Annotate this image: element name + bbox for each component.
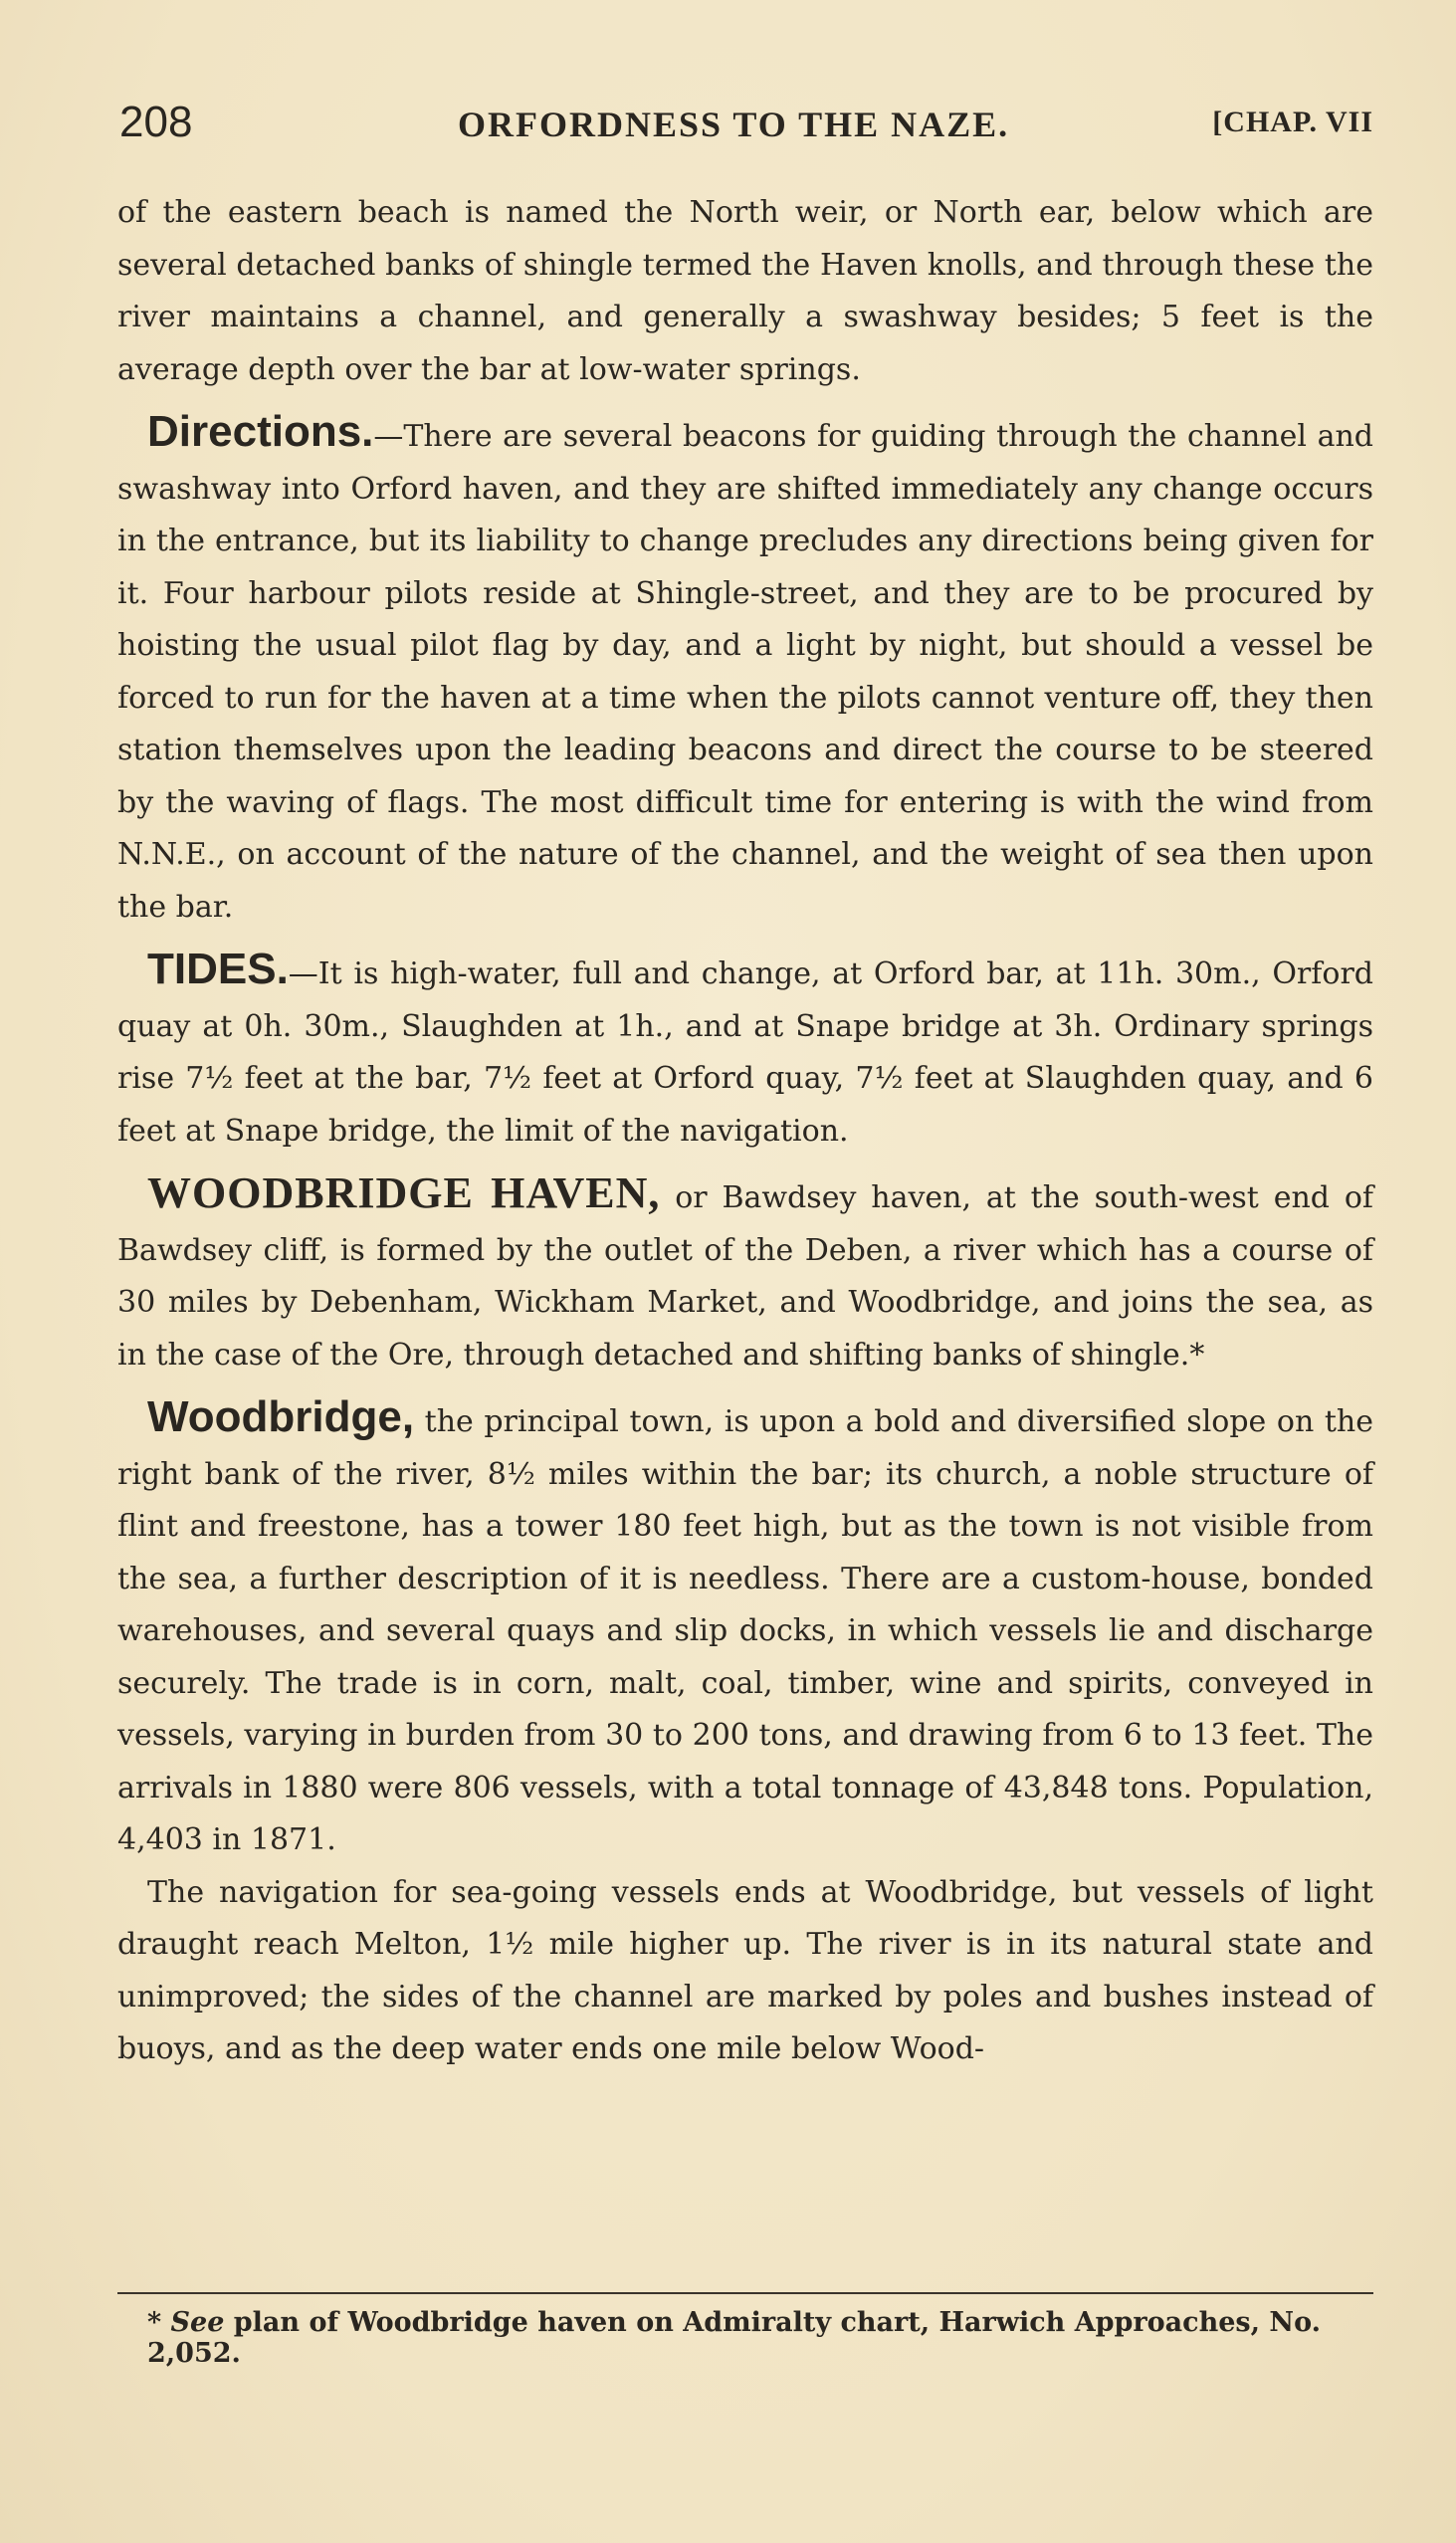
paragraph-woodbridge (117, 1391, 1373, 1867)
paragraph-tides (117, 944, 1373, 1158)
section-heading-woodbridge: Woodbridge, (147, 1392, 415, 1441)
body-text (117, 187, 1373, 2076)
paragraph-text: of the eastern beach is named the North weir, or North ear, below which are several detached banks of shingle termed the Haven knolls, and through these the river maintains a channel, and generally a swashway besides; 5 feet is the average depth over the bar at low-water springs. (117, 195, 1373, 387)
paragraph-woodbridge-haven (117, 1167, 1373, 1381)
footnote-divider (117, 2292, 1373, 2294)
page-header (119, 98, 1373, 157)
section-heading-directions: Directions. (147, 407, 374, 456)
footnote (147, 2307, 1371, 2369)
paragraph-text: —There are several beacons for guiding through the channel and swashway into Orford haven, and they are shifted immediately any change occurs in the entrance, but its liability to change precludes any directions being given for it. Four harbour pilots reside at Shingle-street, and they are to be procured by hoisting the usual pilot flag by day, and a light by night, but should a vessel be forced to run for the haven at a time when the pilots cannot venture off, they then station themselves upon the leading beacons and direct the course to be steered by the waving of flags. The most difficult time for entering is with the wind from N.N.E., on account of the nature of the channel, and the weight of sea then upon the bar. (117, 419, 1373, 925)
running-title: ORFORDNESS TO THE NAZE. (458, 105, 1010, 144)
footnote-marker: * (147, 2307, 162, 2338)
section-heading-tides: TIDES. (147, 945, 289, 993)
paragraph-navigation (117, 1867, 1373, 2076)
paragraph-text: —It is high-water, full and change, at Orford bar, at 11h. 30m., Orford quay at 0h. 30m., Slaughden at 1h., and at Snape bridge at 3h. Ordinary springs rise 7½ feet at the bar, 7½ feet at Orford quay, 7½ feet at Slaughden quay, and 6 feet at Snape bridge, the limit of the navigation. (117, 956, 1373, 1149)
section-heading-woodbridge-haven: WOODBRIDGE HAVEN, (147, 1168, 661, 1217)
paragraph-text: or Bawdsey haven, at the south-west end of Bawdsey cliff, is formed by the outlet of the Deben, a river which has a course of 30 miles by Debenham, Wickham Market, and Woodbridge, and joins the sea, as in the case of the Ore, through detached and shifting banks of shingle.* (117, 1180, 1374, 1373)
footnote-see: See (170, 2307, 225, 2338)
page-number: 208 (119, 98, 193, 146)
paragraph-text: the principal town, is upon a bold and diversified slope on the right bank of the river, 8½ miles within the bar; its church, a noble structure of flint and freestone, has a tower 180 feet high, but as the town is not visible from the sea, a further description of it is needless. There are a custom-house, bonded warehouses, and several quays and slip docks, in which vessels lie and discharge securely. The trade is in corn, malt, coal, timber, wine and spirits, conveyed in vessels, varying in burden from 30 to 200 tons, and drawing from 6 to 13 feet. The arrivals in 1880 were 806 vessels, with a total tonnage of 43,848 tons. Population, 4,403 in 1871. (117, 1404, 1373, 1857)
footnote-text: plan of Woodbridge haven on Admiralty chart, Harwich Approaches, No. 2,052. (147, 2307, 1321, 2369)
chapter-reference: [CHAP. VII (1212, 106, 1373, 138)
paragraph-text: The navigation for sea-going vessels ends at Woodbridge, but vessels of light draught reach Melton, 1½ mile higher up. The river is in its natural state and unimproved; the sides of the channel are marked by poles and bushes instead of buoys, and as the deep water ends one mile below Wood- (117, 1874, 1373, 2066)
paragraph-directions (117, 406, 1373, 934)
paragraph-continuation (117, 187, 1373, 396)
